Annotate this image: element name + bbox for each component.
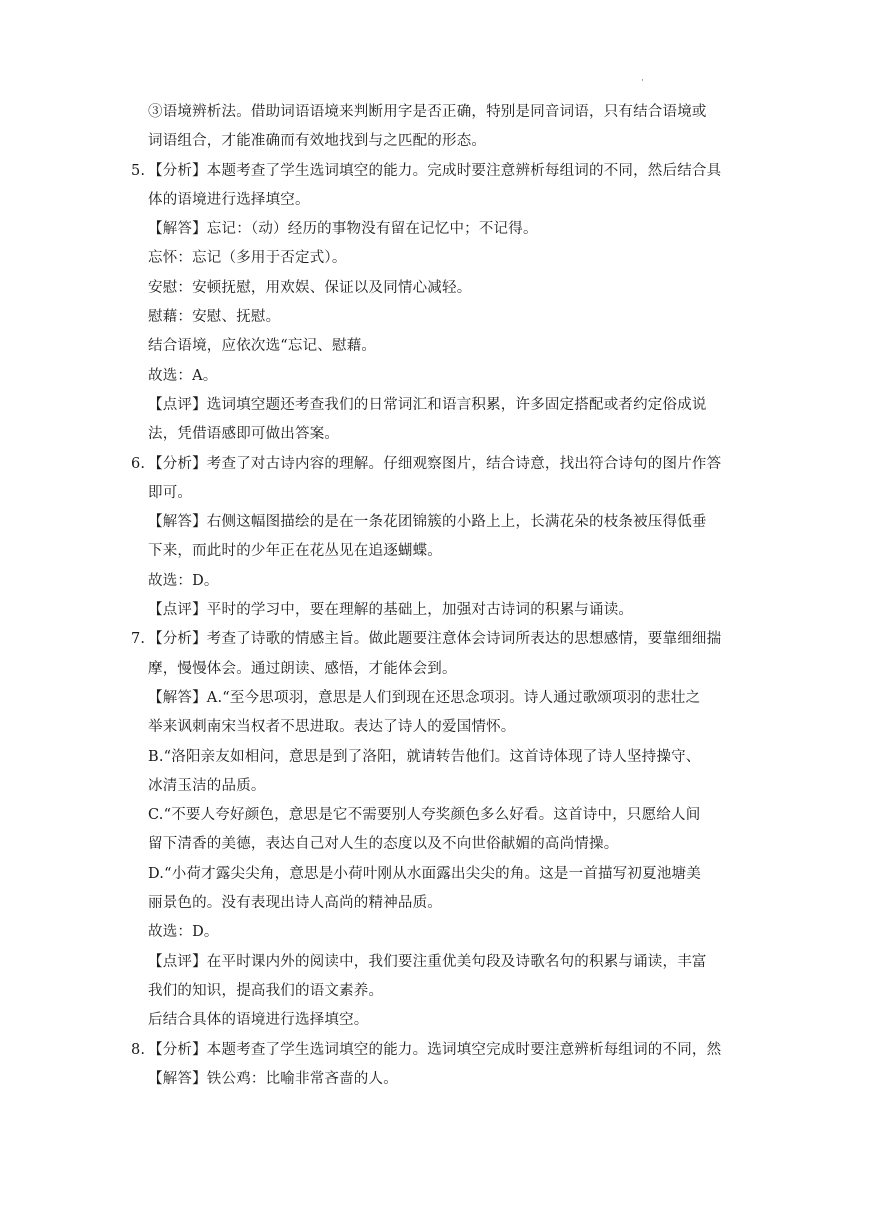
text-line (0, 1094, 869, 1123)
question-line (0, 450, 869, 479)
text-line: D.“小荷才露尖尖角，意思是小荷叶刚从水面露出尖尖的角。这是一首描写初夏池塘美 (148, 865, 701, 882)
question-number: 5. (131, 162, 146, 179)
text-line: 故选：A。 (148, 367, 218, 384)
question-text: 【分析】本题考查了学生选词填空的能力。完成时要注意辨析每组词的不同，然后结合具 (148, 162, 722, 179)
text-line: 即可。 (148, 484, 193, 501)
text-line: 举来讽刺南宋当权者不思进取。表达了诗人的爱国情怀。 (148, 719, 516, 736)
text-line: 【解答】忘记：（动）经历的事物没有留在记忆中；不记得。 (148, 221, 538, 238)
text-line: 【解答】右侧这幅图描绘的是在一条花团锦簇的小路上上，长满花朵的枝条被压得低垂 (148, 514, 707, 531)
question-number: 7. (131, 631, 146, 648)
text-line: 【点评】平时的学习中，要在理解的基础上，加强对古诗词的积累与诵读。 (148, 602, 634, 619)
text-line: B.“洛阳亲友如相问，意思是到了洛阳，就请转告他们。这首诗体现了诗人坚持操守、 (148, 748, 701, 765)
question-number: 6. (131, 455, 146, 472)
text-line: 冰清玉洁的品质。 (148, 777, 266, 794)
text-line: 丽景色的。没有表现出诗人高尚的精神品质。 (148, 895, 442, 912)
text-line: 词语组合，才能准确而有效地找到与之匹配的形态。 (148, 133, 487, 150)
question-text: 【分析】本题考查了学生选词填空的能力。选词填空完成时要注意辨析每组词的不同，然 (148, 1041, 722, 1058)
text-line: 体的语境进行选择填空。 (148, 191, 310, 208)
text-line: 【点评】选词填空题还考查我们的日常词汇和语言积累，许多固定搭配或者约定俗成说 (148, 396, 707, 413)
page-header-mark: · (641, 76, 644, 86)
text-line: 安慰：安顿抚慰，用欢娱、保证以及同情心减轻。 (148, 279, 472, 296)
text-line: 【点评】在平时课内外的阅读中，我们要注重优美句段及诗歌名句的积累与诵读，丰富 (148, 953, 707, 970)
text-line: 我们的知识，提高我们的语文素养。 (148, 982, 384, 999)
text-line: 留下清香的美德，表达自己对人生的态度以及不向世俗献媚的高尚情操。 (148, 836, 619, 853)
text-line: 结合语境，应依次选“忘记、慰藉。 (148, 338, 377, 355)
question-line (0, 625, 869, 654)
question-line (0, 157, 869, 186)
question-line (0, 1036, 869, 1065)
question-number: 8. (131, 1041, 146, 1058)
text-line: 故选：D。 (148, 924, 219, 941)
text-line: C.“不要人夸好颜色，意思是它不需要别人夸奖颜色多么好看。这首诗中，只愿给人间 (148, 807, 701, 824)
text-line: 忘怀：忘记（多用于否定式）。 (148, 250, 347, 267)
question-text: 【分析】考查了诗歌的情感主旨。做此题要注意体会诗词所表达的思想感情，要靠细细揣 (148, 631, 722, 648)
answer-content (0, 98, 869, 1123)
text-line: 慰藉：安慰、抚慰。 (148, 309, 281, 326)
text-line: 后结合具体的语境进行选择填空。 (148, 1012, 369, 1029)
text-line: 下来，而此时的少年正在花丛见在追逐蝴蝶。 (148, 543, 442, 560)
text-line: 【解答】铁公鸡：比喻非常吝啬的人。 (148, 1070, 398, 1087)
question-text: 【分析】考查了对古诗内容的理解。仔细观察图片，结合诗意，找出符合诗句的图片作答 (148, 455, 722, 472)
text-line: 法，凭借语感即可做出答案。 (148, 426, 340, 443)
text-line: 摩，慢慢体会。通过朗读、感悟，才能体会到。 (148, 660, 457, 677)
text-line: 【解答】A.“至今思项羽，意思是人们到现在还思念项羽。诗人通过歌颂项羽的悲壮之 (148, 689, 701, 706)
text-line: ③语境辨析法。借助词语语境来判断用字是否正确，特别是同音词语，只有结合语境或 (148, 104, 707, 120)
text-line: 故选：D。 (148, 572, 219, 589)
